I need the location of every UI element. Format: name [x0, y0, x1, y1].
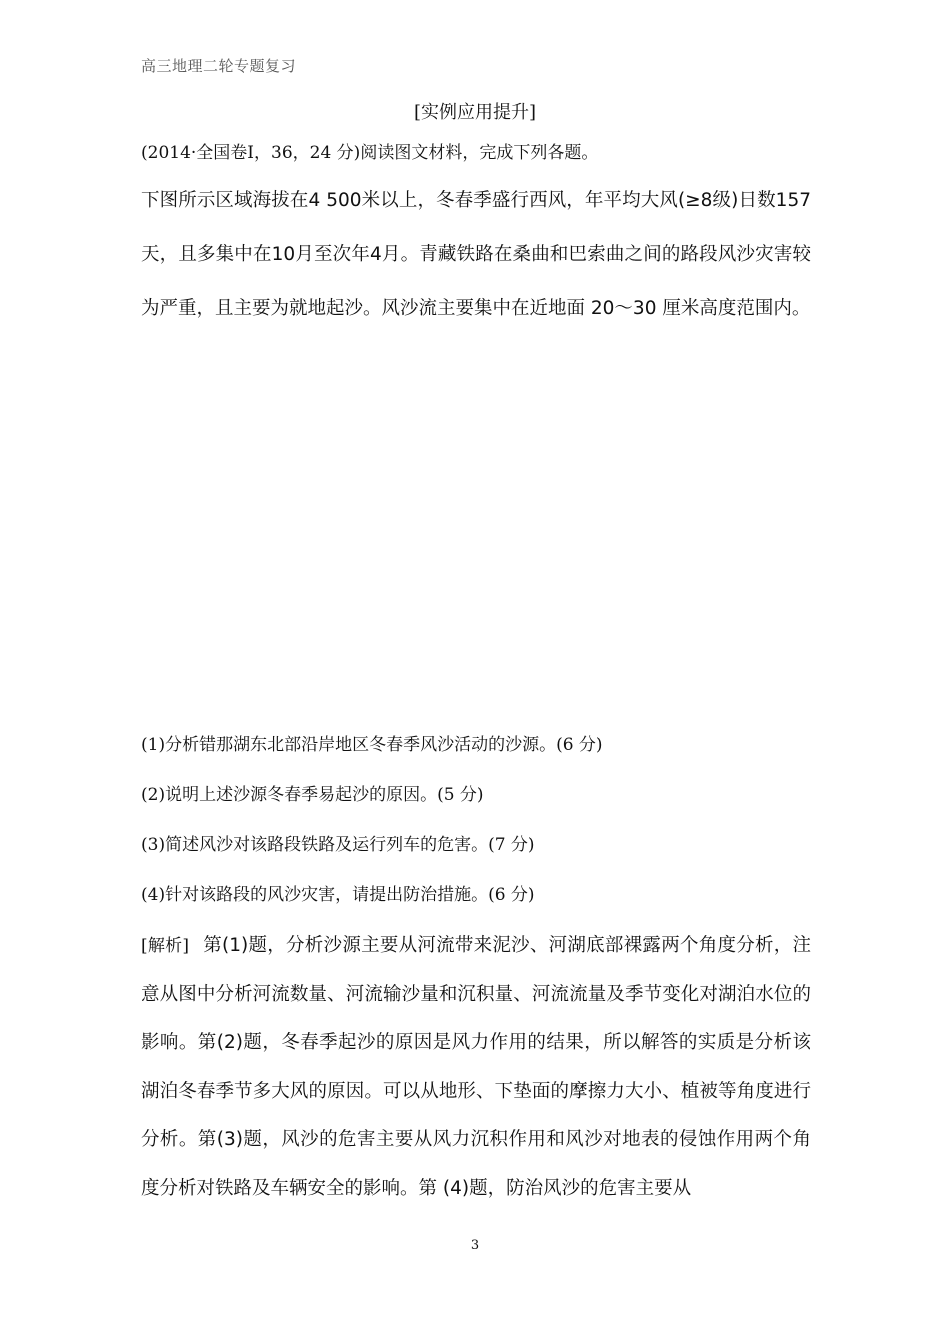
question-item-3: (3)简述风沙对该路段铁路及运行列车的危害。(7 分) [141, 835, 535, 855]
question-item-1: (1)分析错那湖东北部沿岸地区冬春季风沙活动的沙源。(6 分) [141, 735, 603, 755]
figure-placeholder [141, 365, 811, 705]
material-paragraph: 下图所示区域海拔在4 500米以上，冬春季盛行西风，年平均大风(≥8级)日数157天，且多集中在10月至次年4月。青藏铁路在桑曲和巴索曲之间的路段风沙灾害较为严重，且主要为就地起沙。风沙流主要集中在近地面 20～30 厘米高度范围内。 [141, 190, 811, 319]
question-item-4: (4)针对该路段的风沙灾害，请提出防治措施。(6 分) [141, 885, 535, 905]
analysis-text: 第(1)题，分析沙源主要从河流带来泥沙、河湖底部裸露两个角度分析，注意从图中分析河流数量、河流输沙量和沉积量、河流流量及季节变化对湖泊水位的影响。第(2)题，冬春季起沙的原因是风力作用的结果，所以解答的实质是分析该湖泊冬春季节多大风的原因。可以从地形、下垫面的摩擦力大小、植被等角度进行分析。第(3)题，风沙的危害主要从风力沉积作用和风沙对地表的侵蚀作用两个角度分析对铁路及车辆安全的影响。第 (4)题，防治风沙的危害主要从 [141, 935, 811, 1199]
analysis-paragraph [141, 922, 811, 1214]
question-list [141, 730, 821, 930]
page-number: 3 [470, 1238, 480, 1253]
analysis-tag: [解析] [141, 936, 190, 956]
question-source: (2014·全国卷Ⅰ，36，24 分)阅读图文材料，完成下列各题。 [141, 143, 599, 163]
page-header: 高三地理二轮专题复习 [141, 57, 297, 75]
question-item-2: (2)说明上述沙源冬春季易起沙的原因。(5 分) [141, 785, 484, 805]
section-title: [实例应用提升] [413, 102, 537, 123]
